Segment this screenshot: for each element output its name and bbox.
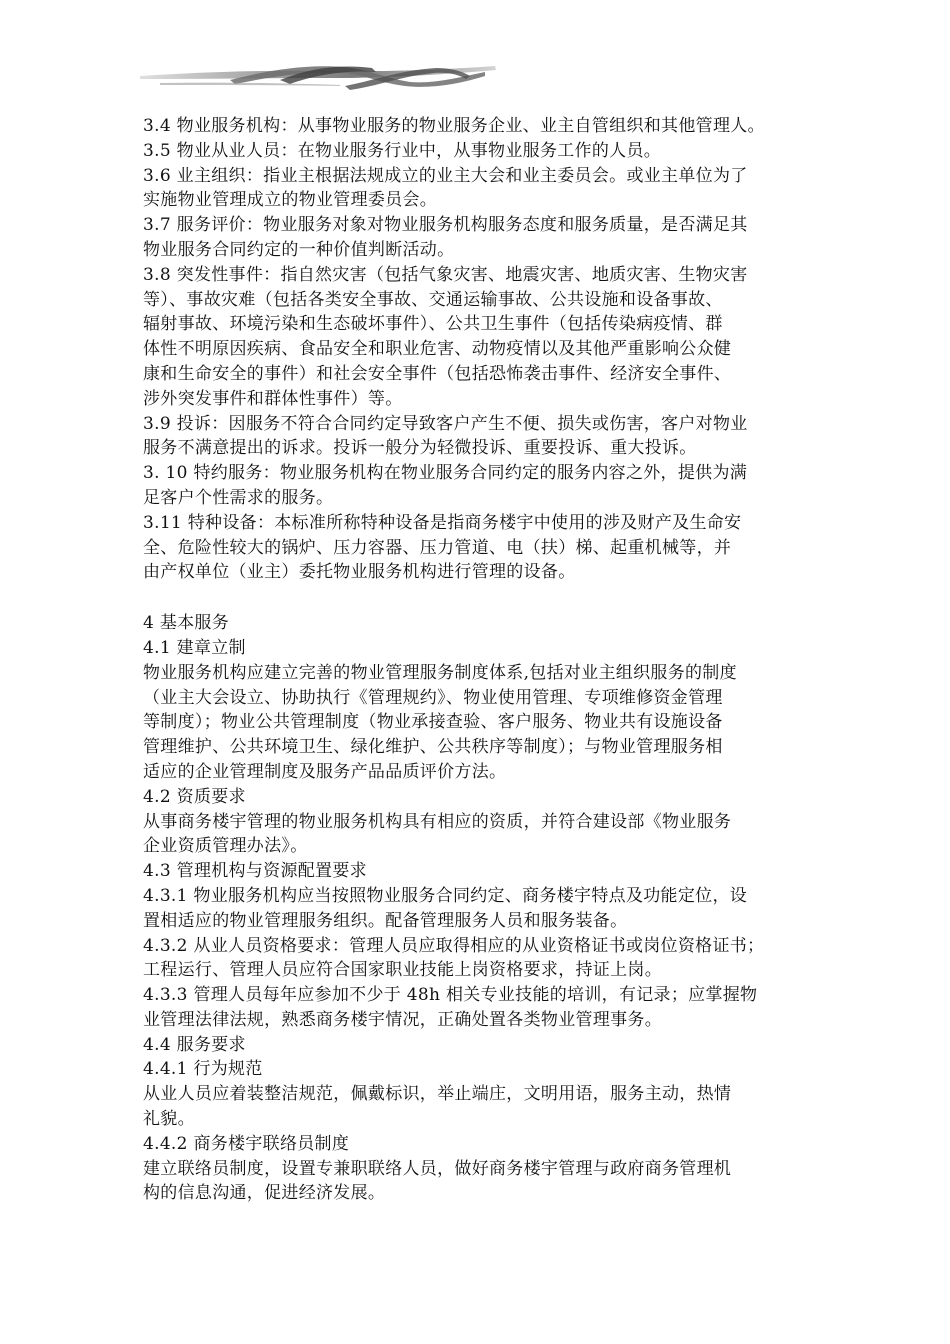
text-line: （业主大会设立、协助执行《管理规约》、物业使用管理、专项维修资金管理 bbox=[143, 687, 723, 708]
text-line: 全、危险性较大的锅炉、压力容器、压力管道、电（扶）梯、起重机械等，并 bbox=[143, 537, 732, 558]
text-line: 从业人员应着装整洁规范，佩戴标识，举止端庄，文明用语，服务主动，热情 bbox=[143, 1084, 732, 1105]
paragraph bbox=[143, 983, 833, 1033]
text-line: 4.4.2 商务楼宇联络员制度 bbox=[143, 1133, 350, 1154]
text-line: 3.8 突发性事件：指自然灾害（包括气象灾害、地震灾害、地质灾害、生物灾害 bbox=[143, 264, 748, 285]
paragraph bbox=[143, 661, 833, 785]
text-line: 物业服务合同约定的一种价值判断活动。 bbox=[143, 239, 455, 260]
paragraph bbox=[143, 164, 833, 214]
text-line: 3.7 服务评价：物业服务对象对物业服务机构服务态度和服务质量，是否满足其 bbox=[143, 215, 748, 236]
text-line: 适应的企业管理制度及服务产品品质评价方法。 bbox=[143, 761, 507, 782]
text-line: 4.3.2 从业人员资格要求：管理人员应取得相应的从业资格证书或岗位资格证书； bbox=[143, 935, 765, 956]
section-heading bbox=[143, 636, 833, 661]
section-heading bbox=[143, 785, 833, 810]
paragraph bbox=[143, 1082, 833, 1132]
text-line: 3. 10 特约服务：物业服务机构在物业服务合同约定的服务内容之外，提供为满 bbox=[143, 463, 748, 484]
text-line: 4.3 管理机构与资源配置要求 bbox=[143, 861, 367, 882]
text-line: 辐射事故、环境污染和生态破坏事件）、公共卫生事件（包括传染病疫情、群 bbox=[143, 314, 723, 335]
text-line: 3.6 业主组织：指业主根据法规成立的业主大会和业主委员会。或业主单位为了 bbox=[143, 165, 748, 186]
text-line: 3.9 投诉：因服务不符合合同约定导致客户产生不便、损失或伤害，客户对物业 bbox=[143, 413, 748, 434]
text-line: 管理维护、公共环境卫生、绿化维护、公共秩序等制度）；与物业管理服务相 bbox=[143, 737, 723, 758]
paragraph bbox=[143, 511, 833, 585]
brush-stroke-header-logo bbox=[140, 58, 500, 98]
text-line: 物业服务机构应建立完善的物业管理服务制度体系,包括对业主组织服务的制度 bbox=[143, 662, 737, 683]
section-gap bbox=[143, 585, 833, 611]
paragraph bbox=[143, 263, 833, 412]
text-line: 体性不明原因疾病、食品安全和职业危害、动物疫情以及其他严重影响公众健 bbox=[143, 339, 732, 360]
paragraph bbox=[143, 884, 833, 934]
paragraph bbox=[143, 1157, 833, 1207]
text-line: 4 基本服务 bbox=[143, 613, 230, 634]
text-line: 构的信息沟通，促进经济发展。 bbox=[143, 1183, 386, 1204]
text-line: 4.4 服务要求 bbox=[143, 1034, 246, 1055]
paragraph bbox=[143, 934, 833, 984]
text-line: 礼貌。 bbox=[143, 1109, 195, 1130]
text-line: 4.3.1 物业服务机构应当按照物业服务合同约定、商务楼宇特点及功能定位，设 bbox=[143, 885, 748, 906]
section-heading bbox=[143, 1132, 833, 1157]
text-line: 企业资质管理办法》。 bbox=[143, 836, 308, 857]
text-line: 实施物业管理成立的物业管理委员会。 bbox=[143, 190, 438, 211]
paragraph bbox=[143, 139, 833, 164]
document-body bbox=[143, 114, 833, 1206]
text-line: 建立联络员制度，设置专兼职联络人员，做好商务楼宇管理与政府商务管理机 bbox=[143, 1158, 732, 1179]
paragraph bbox=[143, 114, 833, 139]
text-line: 服务不满意提出的诉求。投诉一般分为轻微投诉、重要投诉、重大投诉。 bbox=[143, 438, 697, 459]
paragraph bbox=[143, 412, 833, 462]
text-line: 康和生命安全的事件）和社会安全事件（包括恐怖袭击事件、经济安全事件、 bbox=[143, 363, 732, 384]
text-line: 3.5 物业从业人员：在物业服务行业中，从事物业服务工作的人员。 bbox=[143, 140, 662, 161]
text-line: 3.11 特种设备：本标准所称特种设备是指商务楼宇中使用的涉及财产及生命安 bbox=[143, 512, 742, 533]
text-line: 4.2 资质要求 bbox=[143, 786, 246, 807]
section-heading bbox=[143, 859, 833, 884]
section-heading bbox=[143, 1057, 833, 1082]
text-line: 涉外突发事件和群体性事件）等。 bbox=[143, 388, 403, 409]
section-heading bbox=[143, 611, 833, 636]
text-line: 业管理法律法规，熟悉商务楼宇情况，正确处置各类物业管理事务。 bbox=[143, 1009, 662, 1030]
text-line: 等制度）；物业公共管理制度（物业承接查验、客户服务、物业共有设施设备 bbox=[143, 712, 723, 733]
section-heading bbox=[143, 1033, 833, 1058]
paragraph bbox=[143, 213, 833, 263]
text-line: 3.4 物业服务机构：从事物业服务的物业服务企业、业主自管组织和其他管理人。 bbox=[143, 116, 765, 136]
text-line: 由产权单位（业主）委托物业服务机构进行管理的设备。 bbox=[143, 562, 576, 583]
text-line: 从事商务楼宇管理的物业服务机构具有相应的资质，并符合建设部《物业服务 bbox=[143, 811, 732, 832]
paragraph bbox=[143, 461, 833, 511]
text-line: 足客户个性需求的服务。 bbox=[143, 487, 334, 508]
text-line: 4.4.1 行为规范 bbox=[143, 1059, 263, 1080]
paragraph bbox=[143, 810, 833, 860]
text-line: 工程运行、管理人员应符合国家职业技能上岗资格要求，持证上岗。 bbox=[143, 960, 662, 981]
text-line: 等）、事故灾难（包括各类安全事故、交通运输事故、公共设施和设备事故、 bbox=[143, 289, 723, 310]
text-line: 置相适应的物业管理服务组织。配备管理服务人员和服务装备。 bbox=[143, 910, 628, 931]
text-line: 4.3.3 管理人员每年应参加不少于 48h 相关专业技能的培训，有记录；应掌握物 bbox=[143, 985, 758, 1006]
text-line: 4.1 建章立制 bbox=[143, 637, 246, 658]
